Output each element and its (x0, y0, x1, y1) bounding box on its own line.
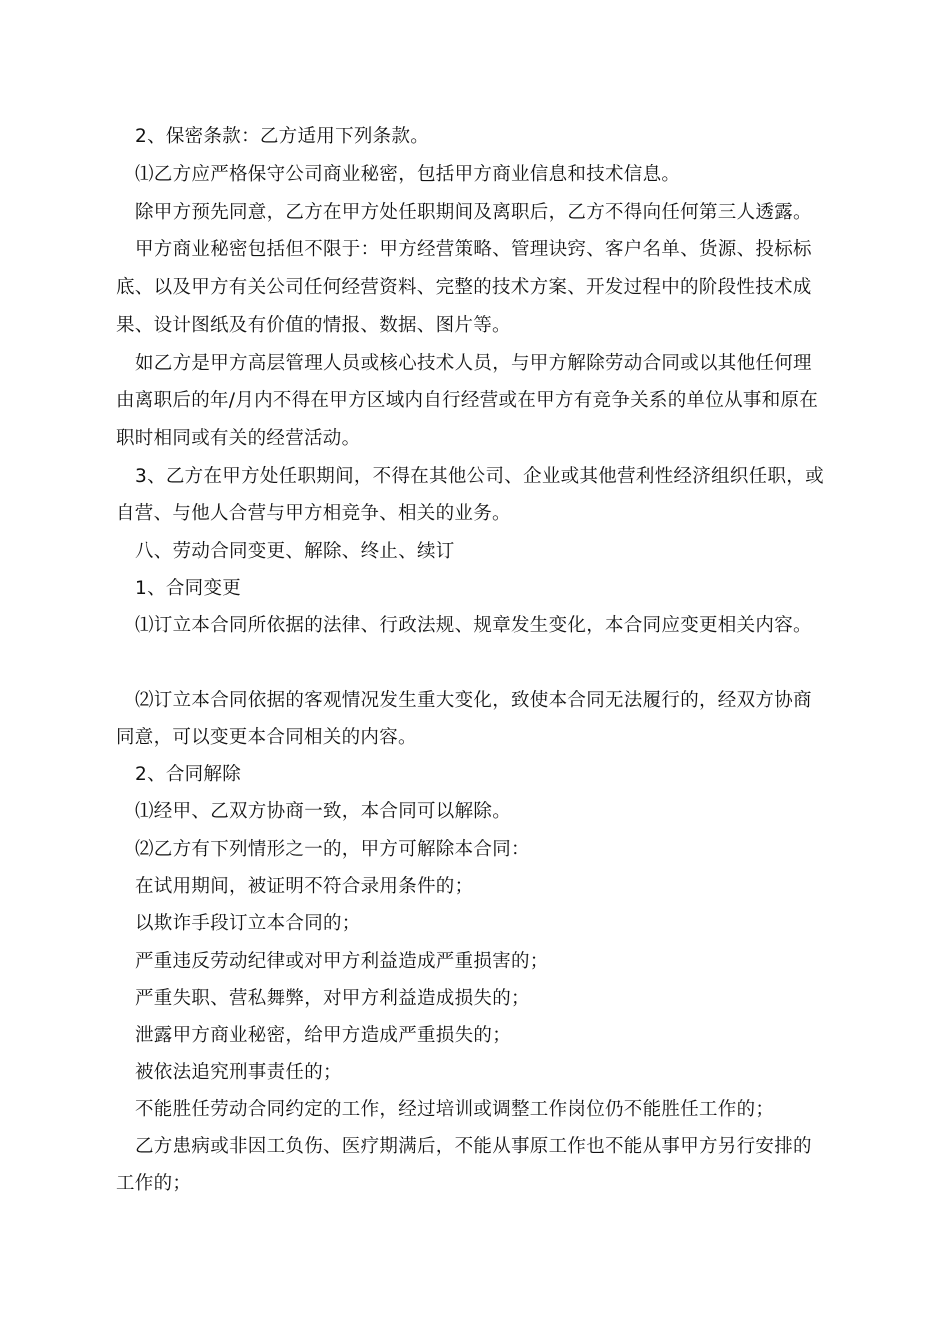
list-item: 严重违反劳动纪律或对甲方利益造成严重损害的； (135, 951, 549, 972)
text-line: 除甲方预先同意，乙方在甲方处任职期间及离职后，乙方不得向任何第三人透露。 (135, 202, 812, 223)
list-item-continuation: 工作的； (116, 1173, 192, 1194)
subsection-heading: 2、合同解除 (135, 764, 242, 785)
text-line: 由离职后的年/月内不得在甲方区域内自行经营或在甲方有竞争关系的单位从事和原在 (116, 390, 819, 411)
text-line: 果、设计图纸及有价值的情报、数据、图片等。 (116, 315, 511, 336)
text-line: 同意，可以变更本合同相关的内容。 (116, 727, 417, 748)
text-line: 2、保密条款：乙方适用下列条款。 (135, 126, 430, 147)
text-line: 自营、与他人合营与甲方相竞争、相关的业务。 (116, 503, 511, 524)
list-item: 不能胜任劳动合同约定的工作，经过培训或调整工作岗位仍不能胜任工作的； (135, 1099, 775, 1120)
list-item: 在试用期间，被证明不符合录用条件的； (135, 876, 474, 897)
text-line: 职时相同或有关的经营活动。 (116, 428, 361, 449)
text-line: ⑴经甲、乙双方协商一致，本合同可以解除。 (135, 801, 512, 822)
text-line: 如乙方是甲方高层管理人员或核心技术人员，与甲方解除劳动合同或以其他任何理 (135, 353, 812, 374)
list-item: 被依法追究刑事责任的； (135, 1062, 342, 1083)
text-line: 底、以及甲方有关公司任何经营资料、完整的技术方案、开发过程中的阶段性技术成 (116, 277, 812, 298)
text-line: ⑵乙方有下列情形之一的，甲方可解除本合同： (135, 839, 530, 860)
text-line: ⑴订立本合同所依据的法律、行政法规、规章发生变化，本合同应变更相关内容。 (135, 615, 812, 636)
text-line: ⑴乙方应严格保守公司商业秘密，包括甲方商业信息和技术信息。 (135, 164, 681, 185)
text-line: 甲方商业秘密包括但不限于：甲方经营策略、管理诀窍、客户名单、货源、投标标 (135, 239, 812, 260)
list-item: 严重失职、营私舞弊，对甲方利益造成损失的； (135, 988, 530, 1009)
list-item: 泄露甲方商业秘密，给甲方造成严重损失的； (135, 1025, 512, 1046)
text-line: ⑵订立本合同依据的客观情况发生重大变化，致使本合同无法履行的，经双方协商 (135, 690, 812, 711)
list-item: 以欺诈手段订立本合同的； (135, 913, 361, 934)
section-heading: 八、劳动合同变更、解除、终止、续订 (135, 541, 455, 562)
text-line: 3、乙方在甲方处任职期间，不得在其他公司、企业或其他营利性经济组织任职，或 (135, 466, 824, 487)
subsection-heading: 1、合同变更 (135, 578, 242, 599)
list-item: 乙方患病或非因工负伤、医疗期满后，不能从事原工作也不能从事甲方另行安排的 (135, 1136, 812, 1157)
